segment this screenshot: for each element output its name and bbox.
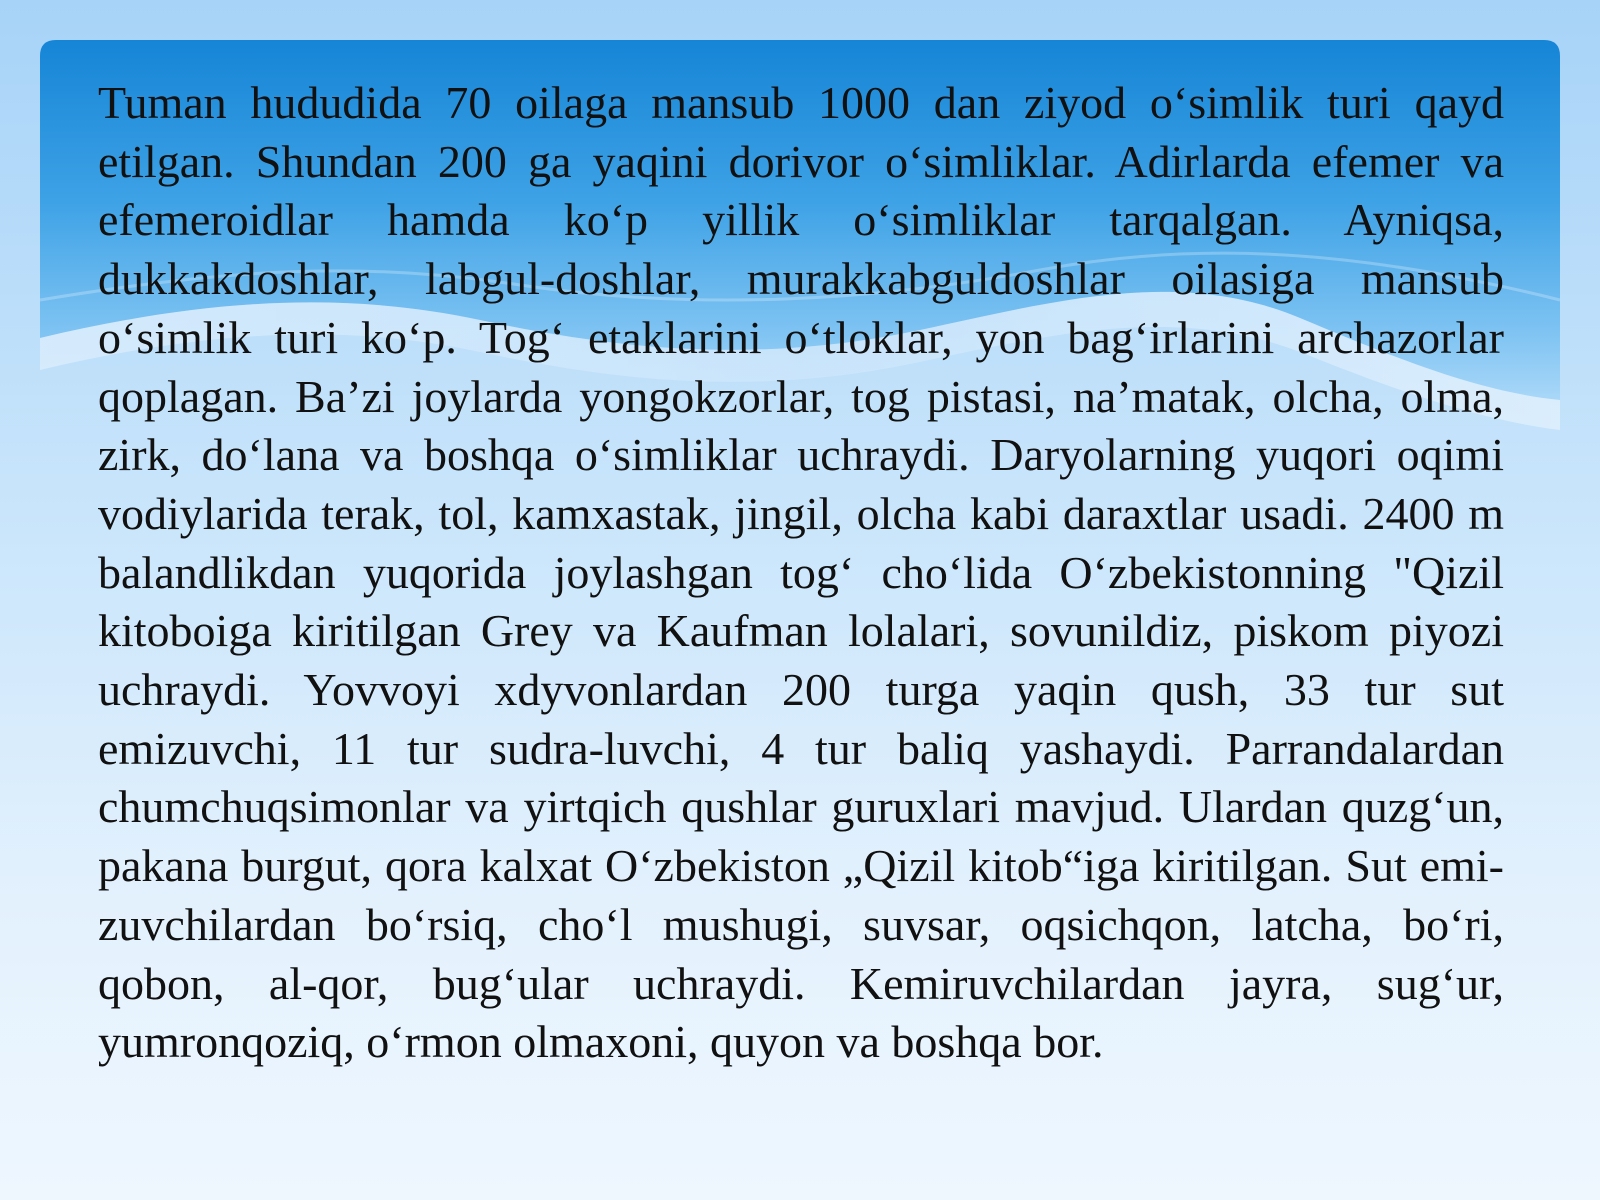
slide-body-text: Tuman hududida 70 oilaga mansub 1000 dan ziyod o‘simlik turi qayd etilgan. Shundan 200 ga yaqini dorivor o‘simliklar. Adirlarda efemer va efemeroidlar hamda ko‘p yillik o‘simliklar tarqalgan. Ayniqsa, dukkakdoshlar, labgul-doshlar, murakkabguldoshlar oilasiga mansub o‘simlik turi ko‘p. Tog‘ etaklarini o‘tloklar, yon bag‘irlarini archazorlar qoplagan. Ba’zi joylarda yongokzorlar, tog pistasi, na’matak, olcha, olma, zirk, do‘lana va boshqa o‘simliklar uchraydi. Daryolarning yuqori oqimi vodiylarida terak, tol, kamxastak, jingil, olcha kabi daraxtlar usadi. 2400 m balandlikdan yuqorida joylashgan tog‘ cho‘lida O‘zbekistonning "Qizil kitoboiga kiritilgan Grey va Kaufman lolalari, sovunildiz, piskom piyozi uchraydi. Yovvoyi xdyvonlardan 200 turga yaqin qush, 33 tur sut emizuvchi, 11 tur sudra-luvchi, 4 tur baliq yashaydi. Parrandalardan chumchuqsimonlar va yirtqich qushlar guruxlari mavjud. Ulardan quzg‘un, pakana burgut, qora kalxat O‘zbekiston „Qizil kitob“iga kiritilgan. Sut emi-zuvchilardan bo‘rsiq, cho‘l mushugi, suvsar, oqsichqon, latcha, bo‘ri, qobon, al-qor, bug‘ular uchraydi. Kemiruvchilardan jayra, sug‘ur, yumronqoziq, o‘rmon olmaxoni, quyon va boshqa bor.	[98, 77, 1504, 1068]
